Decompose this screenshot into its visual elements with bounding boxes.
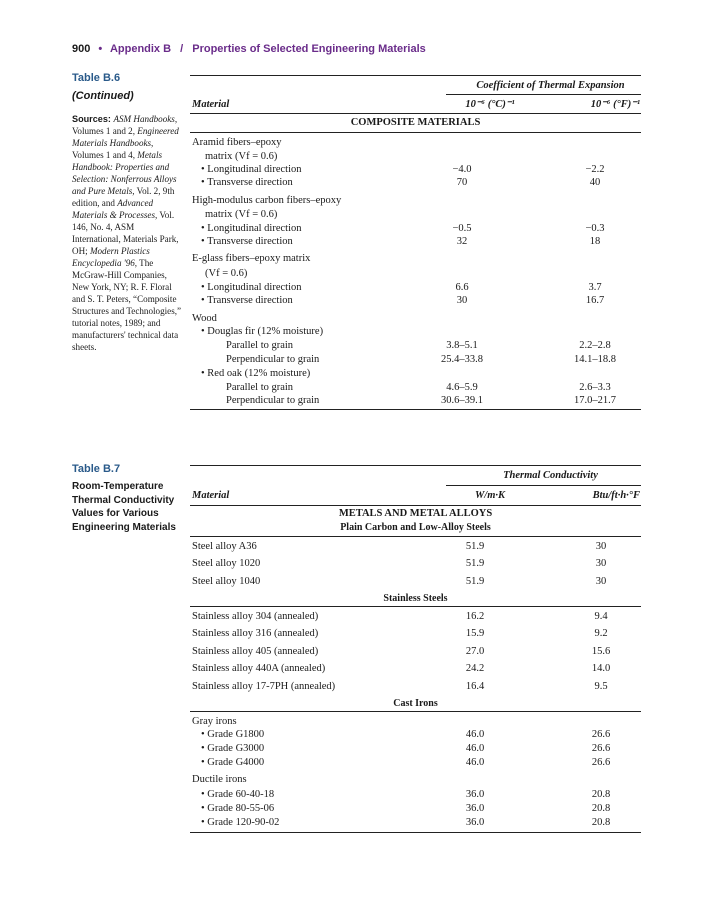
table-row-label: • Grade 120-90-02 — [201, 817, 280, 828]
table-row-label: matrix (Vf = 0.6) — [205, 209, 278, 220]
table-row-label: E-glass fibers–epoxy matrix — [192, 253, 311, 264]
table-row-label: • Transverse direction — [201, 295, 293, 306]
table-b7-cast-rule — [190, 711, 641, 712]
table-row-label: Aramid fibers–epoxy — [192, 137, 282, 148]
table-row-label: • Red oak (12% moisture) — [201, 368, 311, 379]
table-b7-col-us: Btu/ft·h·°F — [592, 490, 640, 501]
table-cell-c: −4.0 — [452, 164, 472, 175]
table-cell-si: 46.0 — [465, 757, 485, 768]
table-row-label: Stainless alloy 316 (annealed) — [192, 628, 319, 639]
table-row-label: Ductile irons — [192, 774, 247, 785]
table-row-label: • Longitudinal direction — [201, 282, 302, 293]
table-b7-header-rule — [190, 505, 641, 506]
table-cell-si: 24.2 — [465, 663, 485, 674]
table-row-label: • Grade 60-40-18 — [201, 789, 275, 800]
table-b7-top-rule — [190, 465, 641, 466]
table-cell-f: 17.0–21.7 — [574, 395, 616, 406]
table-row-label: Stainless alloy 17-7PH (annealed) — [192, 681, 336, 692]
table-cell-f: 18 — [589, 236, 601, 247]
table-row-label: Stainless alloy 440A (annealed) — [192, 663, 326, 674]
table-row-label: Perpendicular to grain — [226, 354, 320, 365]
table-row-label: • Grade G1800 — [201, 729, 265, 740]
table-row-label: High-modulus carbon fibers–epoxy — [192, 195, 342, 206]
table-b7-stainless-rule — [190, 606, 641, 607]
table-cell-c: 32 — [456, 236, 468, 247]
table-cell-f: 3.7 — [588, 282, 602, 293]
table-cell-si: 36.0 — [465, 803, 485, 814]
table-row-label: Steel alloy A36 — [192, 541, 257, 552]
table-cell-f: 2.6–3.3 — [579, 382, 611, 393]
sources-segment: Volumes 1 and 2, — [72, 126, 138, 136]
table-cell-c: 30.6–39.1 — [441, 395, 483, 406]
header-bullet: • — [98, 43, 103, 55]
table-cell-c: 6.6 — [455, 282, 469, 293]
table-b7-plain-rule — [190, 536, 641, 537]
table-cell-c: 30 — [456, 295, 468, 306]
page-number: 900 — [72, 43, 91, 55]
table-row-label: • Longitudinal direction — [201, 164, 302, 175]
header-separator: / — [180, 43, 184, 55]
sources-segment: The McGraw-Hill Companies, New York, NY; R. F. Floral and S. T. Peters, “Composite Structures and Technologies,” tutorial notes, 1989; and manufacturers' technical data sheets. — [72, 258, 182, 352]
table-cell-si: 46.0 — [465, 743, 485, 754]
table-b7-section: METALS AND METAL ALLOYS — [338, 508, 493, 519]
table-b7-title-line: Thermal Conductivity — [72, 494, 175, 506]
sources-segment: ASM Handbooks, — [113, 114, 178, 124]
sources-segment: Vol. 2, 9th edition, and — [72, 186, 175, 208]
table-cell-si: 36.0 — [465, 817, 485, 828]
table-b7-title-line: Room-Temperature — [72, 481, 164, 492]
sources-segment: Sources: — [72, 114, 114, 124]
table-cell-si: 51.9 — [465, 576, 485, 587]
table-b7-bottom-rule — [190, 832, 641, 833]
table-cell-c: −0.5 — [452, 223, 472, 234]
table-b6-header-rule — [190, 113, 641, 114]
table-row-label: • Longitudinal direction — [201, 223, 302, 234]
table-cell-us: 15.6 — [591, 646, 611, 657]
table-cell-us: 20.8 — [591, 803, 611, 814]
table-row-label: • Transverse direction — [201, 236, 293, 247]
table-row-label: Perpendicular to grain — [226, 395, 320, 406]
table-cell-si: 51.9 — [465, 558, 485, 569]
table-row-label: Wood — [192, 313, 217, 324]
table-row-label: (Vf = 0.6) — [205, 268, 248, 279]
table-b6-col-c: 10⁻⁶ (°C)⁻¹ — [465, 99, 515, 110]
table-cell-us: 9.2 — [594, 628, 608, 639]
table-b7-title-line: Values for Various — [72, 508, 159, 519]
table-row-label: Stainless alloy 304 (annealed) — [192, 611, 319, 622]
header-title: Properties of Selected Engineering Materials — [192, 43, 426, 55]
table-cell-c: 25.4–33.8 — [441, 354, 483, 365]
table-b7-col-si: W/m·K — [474, 490, 506, 501]
table-b7-title — [72, 480, 182, 534]
table-cell-c: 3.8–5.1 — [446, 340, 478, 351]
table-b6-group-rule — [446, 94, 641, 95]
table-cell-si: 15.9 — [465, 628, 485, 639]
table-cell-f: 16.7 — [585, 295, 605, 306]
sources-segment: Volumes 1 and 4, — [72, 150, 138, 160]
table-cell-us: 9.5 — [594, 681, 608, 692]
sources-segment: Metals Handbook: Properties and Selection: Nonferrous Alloys and Pure Metals, — [72, 150, 177, 196]
header-section: Appendix B — [109, 43, 172, 55]
table-cell-si: 16.2 — [465, 611, 485, 622]
table-row-label: • Grade G4000 — [201, 757, 265, 768]
table-cell-f: 14.1–18.8 — [574, 354, 616, 365]
table-b7-sub-plain: Plain Carbon and Low-Alloy Steels — [340, 522, 491, 533]
running-head — [72, 43, 426, 55]
table-row-label: Steel alloy 1040 — [192, 576, 261, 587]
table-b7-sub-cast: Cast Irons — [393, 698, 438, 709]
table-cell-us: 30 — [595, 558, 607, 569]
table-cell-us: 26.6 — [591, 729, 611, 740]
sources-segment: Engineered Materials Handbooks, — [72, 126, 179, 148]
table-cell-us: 20.8 — [591, 817, 611, 828]
table-cell-si: 27.0 — [465, 646, 485, 657]
table-b6-continued: (Continued) — [72, 90, 134, 102]
table-row-label: Parallel to grain — [226, 340, 294, 351]
table-cell-si: 51.9 — [465, 541, 485, 552]
table-row-label: • Grade 80-55-06 — [201, 803, 275, 814]
table-cell-us: 26.6 — [591, 743, 611, 754]
table-cell-si: 46.0 — [465, 729, 485, 740]
table-row-label: • Grade G3000 — [201, 743, 265, 754]
sources-segment: Modern Plastics Encyclopedia '96, — [72, 246, 150, 268]
table-row-label: Stainless alloy 405 (annealed) — [192, 646, 319, 657]
table-b7-group-rule — [446, 485, 641, 486]
table-cell-us: 30 — [595, 576, 607, 587]
table-b7-group-header: Thermal Conductivity — [503, 470, 598, 481]
table-b6-bottom-rule — [190, 409, 641, 410]
table-b6-col-f: 10⁻⁶ (°F)⁻¹ — [590, 99, 640, 110]
table-cell-c: 70 — [456, 177, 468, 188]
table-cell-f: 40 — [589, 177, 601, 188]
table-b6-section: COMPOSITE MATERIALS — [350, 117, 481, 128]
table-b6-group-header: Coefficient of Thermal Expansion — [476, 80, 625, 91]
table-b6-sources — [72, 113, 184, 353]
table-cell-us: 14.0 — [591, 663, 611, 674]
table-cell-si: 16.4 — [465, 681, 485, 692]
table-b6-top-rule — [190, 75, 641, 76]
table-row-label: matrix (Vf = 0.6) — [205, 151, 278, 162]
table-b6-col-material: Material — [192, 99, 230, 110]
table-cell-us: 26.6 — [591, 757, 611, 768]
sources-segment: Advanced Materials & Processes, — [72, 198, 158, 220]
table-cell-f: −0.3 — [585, 223, 605, 234]
table-cell-si: 36.0 — [465, 789, 485, 800]
table-cell-us: 20.8 — [591, 789, 611, 800]
table-b7-col-material: Material — [192, 490, 230, 501]
table-row-label: Parallel to grain — [226, 382, 294, 393]
table-b6-section-rule — [190, 132, 641, 133]
table-b7-sub-stainless: Stainless Steels — [383, 593, 448, 604]
table-cell-f: 2.2–2.8 — [579, 340, 611, 351]
table-b7-label: Table B.7 — [72, 463, 121, 475]
table-row-label: Gray irons — [192, 716, 237, 727]
table-cell-f: −2.2 — [585, 164, 605, 175]
table-b6-label: Table B.6 — [72, 72, 121, 84]
table-b7-title-line: Engineering Materials — [72, 521, 176, 533]
table-row-label: • Douglas fir (12% moisture) — [201, 326, 324, 337]
sources-segment: Vol. 146, No. 4, ASM International, Materials Park, OH; — [72, 210, 179, 256]
table-cell-us: 30 — [595, 541, 607, 552]
table-row-label: Steel alloy 1020 — [192, 558, 261, 569]
table-row-label: • Transverse direction — [201, 177, 293, 188]
table-cell-us: 9.4 — [594, 611, 608, 622]
table-cell-c: 4.6–5.9 — [446, 382, 478, 393]
